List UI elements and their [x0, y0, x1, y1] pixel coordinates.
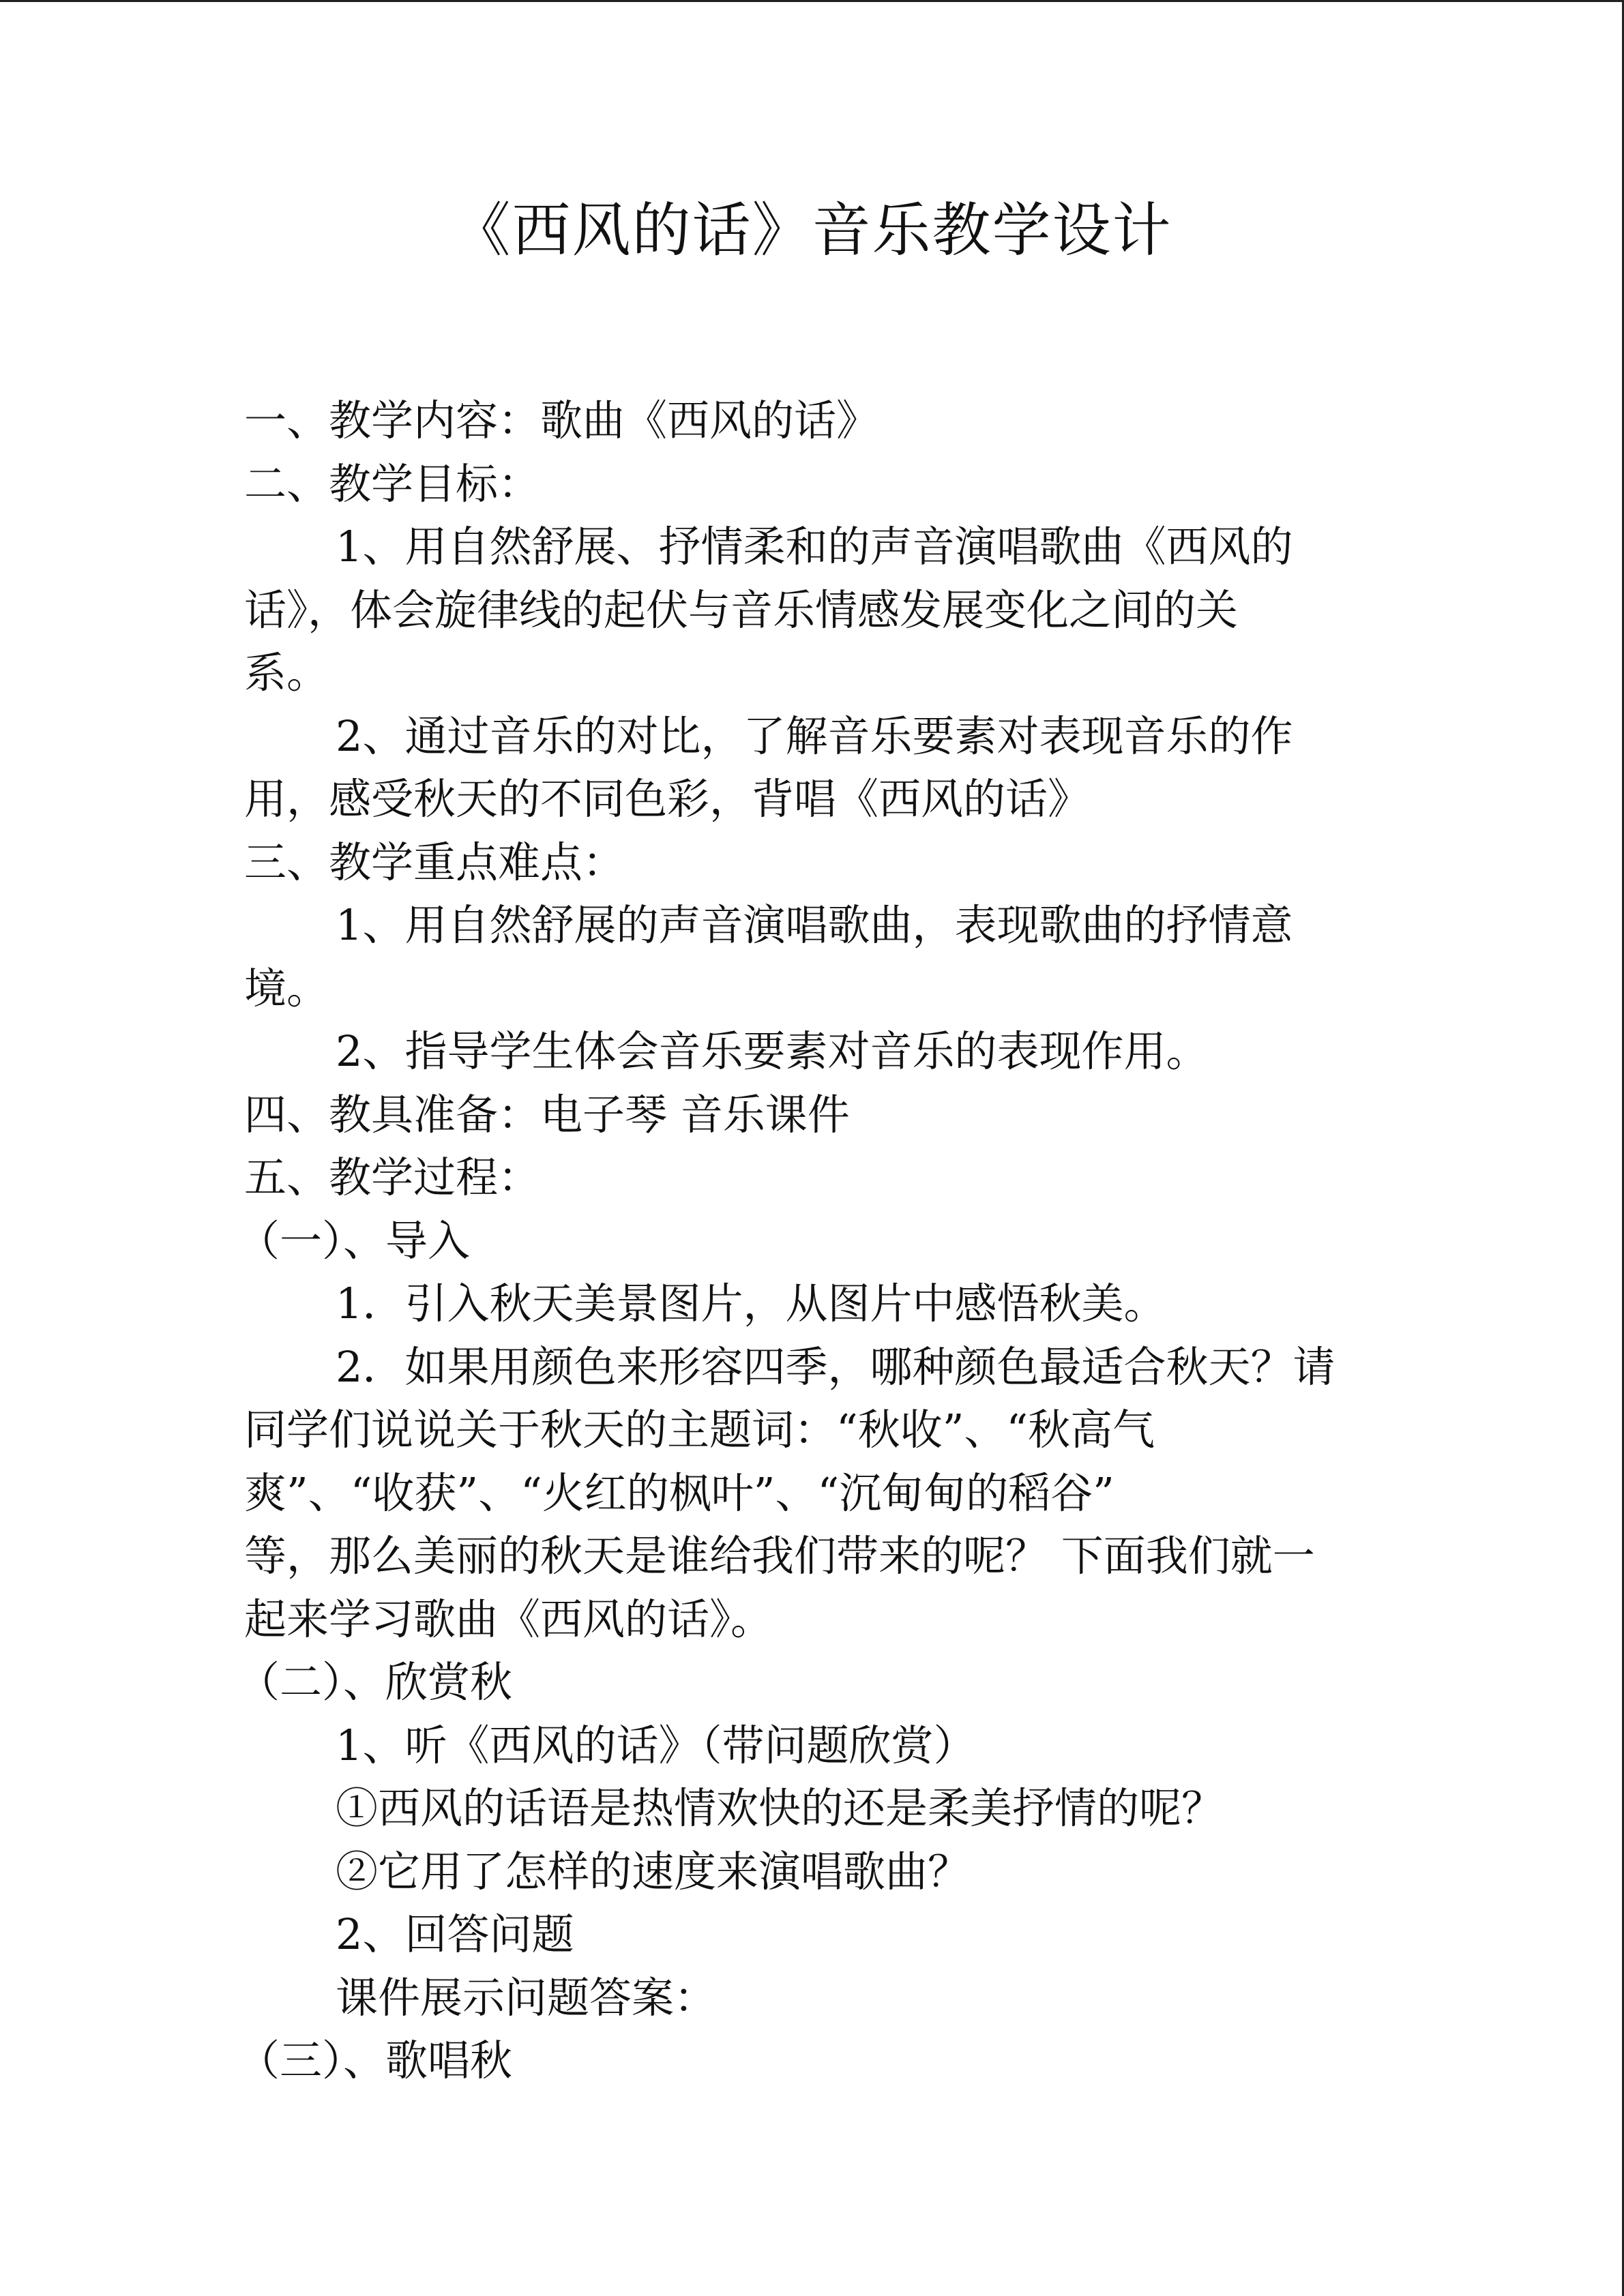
subsection-heading-appreciate: （二）、欣赏秋	[237, 1657, 513, 1707]
paragraph-line: 爽”、“收获”、“火红的枫叶”、“沉甸甸的稻谷”	[244, 1467, 1114, 1518]
paragraph-line: 用，感受秋天的不同色彩，背唱《西风的话》	[244, 774, 1091, 824]
paragraph-line: 话》，体会旋律线的起伏与音乐情感发展变化之间的关	[244, 584, 1239, 635]
paragraph-line: 2、回答问题	[336, 1909, 574, 1959]
paragraph-line: 系。	[244, 648, 329, 698]
subsection-heading-sing: （三）、歌唱秋	[237, 2036, 513, 2085]
paragraph-line: 同学们说说关于秋天的主题词：“秋收”、“秋高气	[244, 1405, 1155, 1455]
paragraph-line: 境。	[244, 963, 329, 1013]
paragraph-line: 1．引入秋天美景图片，从图片中感悟秋美。	[336, 1279, 1166, 1328]
section-heading-key-points: 三、教学重点难点：	[244, 837, 625, 887]
section-heading-content: 一、教学内容：歌曲《西风的话》	[244, 396, 879, 445]
paragraph-line: 2．如果用颜色来形容四季，哪种颜色最适合秋天？请	[336, 1341, 1335, 1392]
paragraph-line: 课件展示问题答案：	[336, 1972, 717, 2023]
subsection-heading-intro: （一）、导入	[237, 1215, 471, 1266]
paragraph-line: 2、指导学生体会音乐要素对音乐的表现作用。	[336, 1026, 1209, 1076]
section-heading-goals: 二、教学目标：	[244, 458, 541, 509]
paragraph-line: 起来学习歌曲《西风的话》。	[244, 1594, 773, 1644]
question-item: ①西风的话语是热情欢快的还是柔美抒情的呢？	[336, 1783, 1224, 1833]
document-title: 《西风的话》音乐教学设计	[452, 196, 1172, 265]
section-heading-process: 五、教学过程：	[244, 1152, 541, 1202]
question-item: ②它用了怎样的速度来演唱歌曲？	[336, 1846, 971, 1896]
paragraph-line: 1、听《西风的话》（带问题欣赏）	[336, 1720, 976, 1770]
paragraph-line: 1、用自然舒展的声音演唱歌曲，表现歌曲的抒情意	[336, 900, 1293, 950]
section-heading-materials: 四、教具准备：电子琴 音乐课件	[244, 1089, 850, 1139]
paragraph-line: 1、用自然舒展、抒情柔和的声音演唱歌曲《西风的	[336, 522, 1293, 571]
document-body	[237, 389, 1390, 2093]
paragraph-line: 等，那么美丽的秋天是谁给我们带来的呢？ 下面我们就一	[244, 1531, 1315, 1581]
paragraph-line: 2、通过音乐的对比，了解音乐要素对表现音乐的作	[336, 711, 1293, 761]
